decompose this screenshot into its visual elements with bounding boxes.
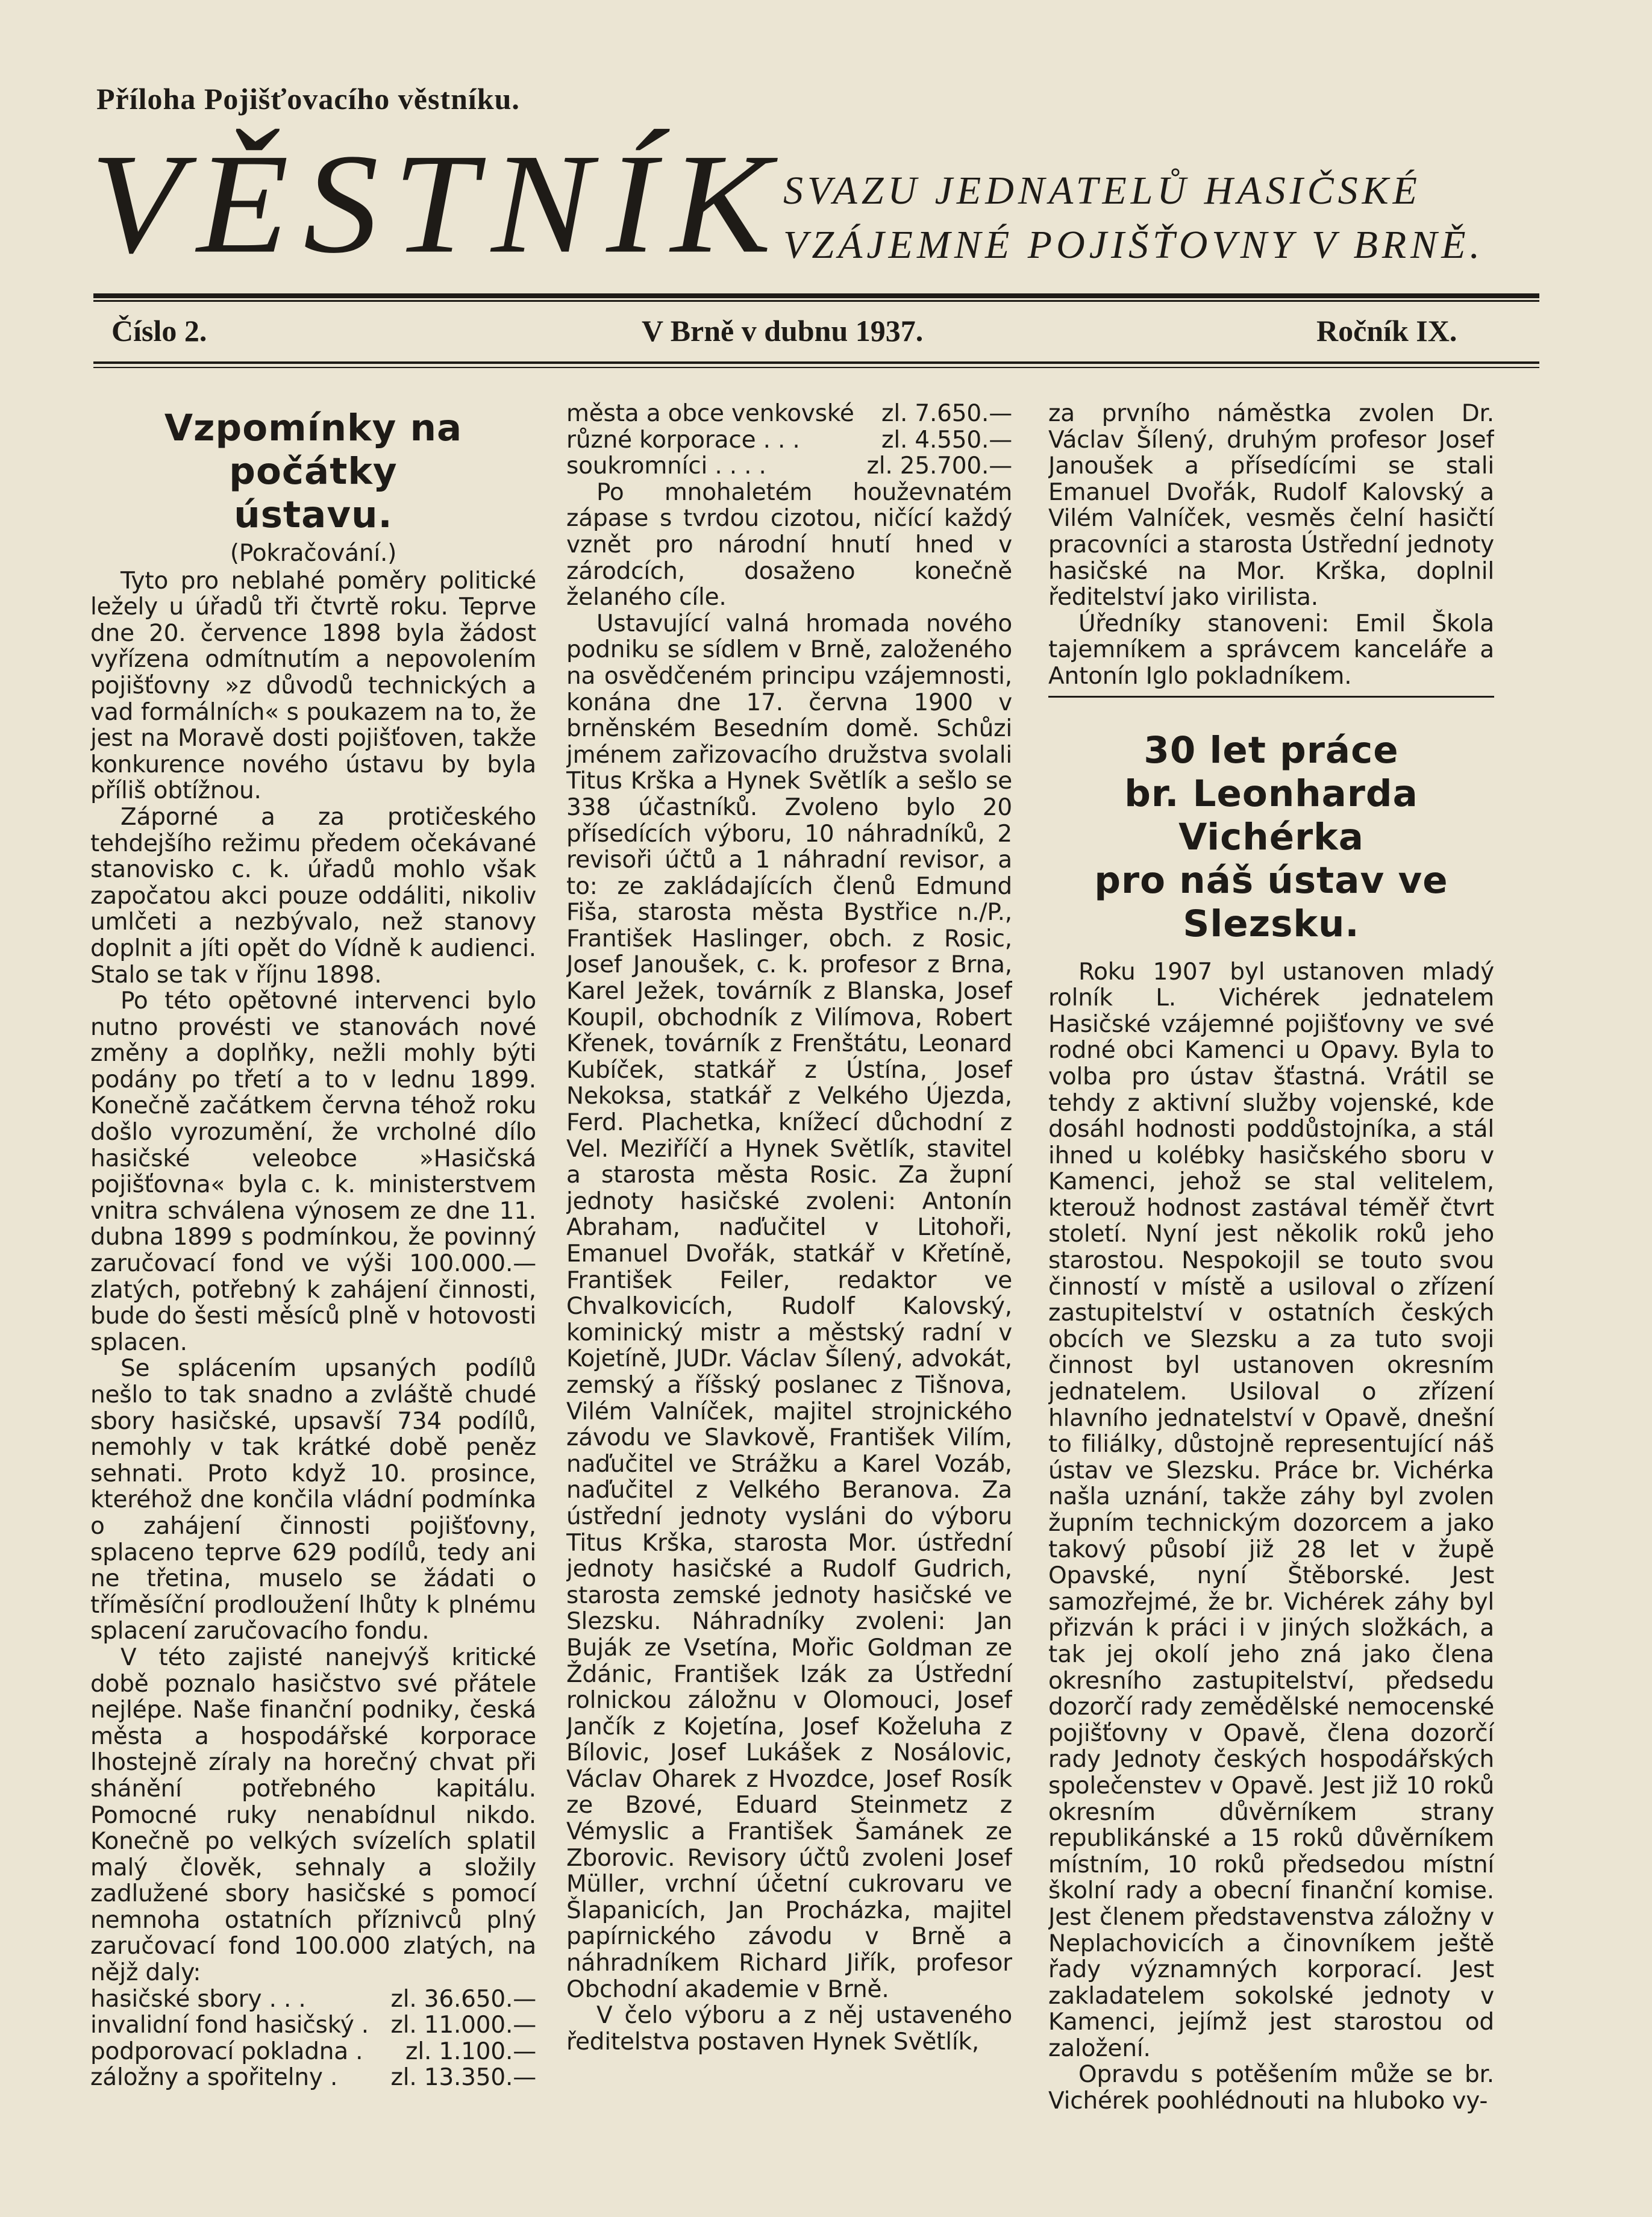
volume: Ročník IX. — [1316, 314, 1457, 348]
bottom-rule-thin — [93, 367, 1539, 368]
article2-paragraph: Roku 1907 byl ustanoven mladý rolník L. Vichérek jednatelem Hasičské vzájemné pojišťovny ve své rodné obci Kamenci u Opavy. Byla to volba pro ústav šťastná. Vrátil se tehdy z aktivní služby vojenské, kde dosáhl hodnosti poddůstojníka, a stál ihned u kolébky hasičského sboru v Kamenci, jehož se stal velitelem, kterouž hodnost zastával téměř čtvrt století. Nyní jest několik roků jeho starostou. Nespokojil se touto svou činností v místě a usiloval o zřízení zastupitelství v ostatních českých obcích ve Slezsku a za tuto svoji činnost byl ustanoven okresním jednatelem. Usiloval o zřízení hlavního jednatelství v Opavě, dnešní to filiálky, důstojně representující náš ústav ve Slezsku. Práce br. Vichérka našla uznání, takže záhy byl zvolen župním technickým dozorcem a jako takový působí již 28 let v župě Opavské, nyní Štěborské. Jest samozřejmé, že br. Vichérek záhy byl přizván k práci i v jiných složkách, a tak jej okolí jeho zná jako člena okresního zastupitelství, předsedu dozorčí rady zemědělské nemocenské pojišťovny v Opavě, člena dozorčí rady Jednoty českých hospodářských společenstev v Opavě. Jest již 10 roků okresním důvěrníkem strany republikánské a 15 roků důvěrníkem místním, 10 roků předsedou místní školní rady a obecní finanční komise. Jest členem představenstva záložny v Neplachovicích a činovníkem ještě řady významných korporací. Jest zakladatelem sokolské jednoty v Kamenci, jejímž jest starostou od založení. — [1048, 958, 1494, 2062]
supplement-note: Příloha Pojišťovacího věstníku. — [96, 82, 520, 116]
continued-note: (Pokračování.) — [230, 540, 397, 567]
fund-label: záložny a spořitelny . — [90, 2064, 338, 2092]
article-separator — [1048, 696, 1494, 698]
article2-title-line1: 30 let práce — [1144, 728, 1399, 772]
top-rule-thin — [93, 300, 1539, 302]
subtitle-line-1: SVAZU JEDNATELŮ HASIČSKÉ — [783, 169, 1421, 213]
fund-amount: zl. 4.550.— — [881, 426, 1012, 454]
column-1 — [90, 401, 536, 2196]
fund-row — [566, 401, 1012, 427]
article2-title-line3: pro náš ústav ve — [1094, 858, 1448, 902]
fund-row — [566, 427, 1012, 454]
masthead-title: VĚSTNÍK — [90, 124, 786, 283]
fund-amount: zl. 7.650.— — [881, 401, 1012, 427]
article2-title — [1048, 729, 1494, 946]
fund-row — [90, 2012, 536, 2039]
article1-paragraph: za prvního náměstka zvolen Dr. Václav Šílený, druhým profesor Josef Janoušek a přísedícími se stali Emanuel Dvořák, Rudolf Kalovský a Vilém Valníček, vesměs čelní hasičtí pracovníci a starosta Ústřední jednoty hasičské na Mor. Krška, doplnil ředitelství jako virilista. — [1048, 401, 1494, 611]
article2-title-line2: br. Leonharda Vichérka — [1124, 772, 1418, 858]
fund-label: soukromníci . . . . — [566, 452, 766, 480]
article1-paragraph: Po této opětovné intervenci bylo nutno provésti ve stanovách nové změny a doplňky, nežli mohly býti podány po třetí a to v lednu 1899. Konečně začátkem června téhož roku došlo vyrozumění, že vrcholné dílo hasičské veleobce »Hasičská pojišťovna« byla c. k. ministerstvem vnitra schválena výnosem ze dne 11. dubna 1899 s podmínkou, že povinný zaručovací fond ve výši 100.000.— zlatých, potřebný k zahájení činnosti, bude do šesti měsíců plně v hotovosti splacen. — [90, 987, 536, 1356]
masthead-subtitle — [783, 164, 1506, 272]
fund-row — [90, 1986, 536, 2013]
bottom-rule-thick — [93, 361, 1539, 364]
fund-amount: zl. 11.000.— — [390, 2012, 536, 2039]
fund-label: invalidní fond hasičský . — [90, 2012, 369, 2039]
fund-label: různé korporace . . . — [566, 426, 800, 454]
fund-row — [566, 453, 1012, 480]
article1-title-line2: ústavu. — [234, 493, 393, 536]
top-rule-thick — [93, 293, 1539, 298]
article1-paragraph: Záporné a za protičeského tehdejšího režimu předem očekávané stanovisko c. k. úřadů mohlo však započatou akci pouze oddáliti, nikoliv umlčeti a nezbývalo, než stanovy doplnit a jíti opět do Vídně k audienci. Stalo se tak v říjnu 1898. — [90, 803, 536, 989]
place-date: V Brně v dubnu 1937. — [642, 314, 924, 348]
fund-row — [90, 2065, 536, 2091]
fund-label: hasičské sbory . . . — [90, 1985, 306, 2013]
funds-table-col2 — [566, 401, 1012, 480]
article1-paragraph: Se splácením upsaných podílů nešlo to tak snadno a zvláště chudé sbory hasičské, upsavší 734 podílů, nemohly v tak krátké době peněz sehnati. Proto když 10. prosince, kteréhož dne končila vládní podmínka o zahájení činnosti pojišťovny, splaceno teprve 629 podílů, tedy ani ne třetina, muselo se žádati o tříměsíční prodloužení lhůty k plnému splacení zaručovacího fondu. — [90, 1355, 536, 1645]
article1-paragraph: Ustavující valná hromada nového podniku se sídlem v Brně, založeného na osvědčeném principu vzájemnosti, konána dne 17. června 1900 v brněnském Besedním domě. Schůzi jménem zařizovacího družstva svolali Titus Krška a Hynek Světlík a sešlo se 338 účastníků. Zvoleno bylo 20 přísedících výboru, 10 náhradníků, 2 revisoři účtů a 1 náhradní revisor, a to: ze zakládajících členů Edmund Fiša, starosta města Bystřice n./P., František Haslinger, obch. z Rosic, Josef Janoušek, c. k. profesor z Brna, Karel Ježek, továrník z Blanska, Josef Koupil, obchodník z Vilímova, Robert Křenek, továrník z Frenštátu, Leonard Kubíček, statkář z Ústína, Josef Nekoksa, statkář z Velkého Újezda, Ferd. Plachetka, knížecí důchodní z Vel. Meziříčí a Hynek Světlík, stavitel a starosta města Rosic. Za župní jednoty hasičské zvoleni: Antonín Abraham, naďučitel v Litohoři, Emanuel Dvořák, statkář v Křetíně, František Feiler, redaktor ve Chvalkovicích, Rudolf Kalovský, kominický mistr a městský radní v Kojetíně, JUDr. Václav Šílený, advokát, zemský a říšský poslanec z Tišnova, Vilém Valníček, majitel strojnického závodu ve Slavkově, František Vilím, naďučitel ve Strážku a Karel Vozáb, naďučitel z Velkého Beranova. Za ústřední jednoty vysláni do výboru Titus Krška, starosta Mor. ústřední jednoty hasičské a Rudolf Gudrich, starosta zemské jednoty hasičské ve Slezsku. Náhradníky zvoleni: Jan Buják ze Vsetína, Mořic Goldman ze Ždánic, František Izák za Ústřední rolnickou záložnu v Olomouci, Josef Jančík z Kojetína, Josef Koželuha z Bílovic, Josef Lukášek z Nosálovic, Václav Oharek z Hvozdce, Josef Rosík ze Bzové, Eduard Steinmetz z Vémyslic a František Šamánek ze Zborovic. Revisory účtů zvoleni Josef Müller, vrchní účetní cukrovaru ve Šlapanicích, Jan Procházka, majitel papírnického závodu v Brně a náhradníkem Richard Jiřík, profesor Obchodní akademie v Brně. — [566, 610, 1012, 2003]
fund-row — [90, 2039, 536, 2065]
article1-paragraph: V čelo výboru a z něj ustaveného ředitelstva postaven Hynek Světlík, — [566, 2002, 1012, 2056]
fund-amount: zl. 36.650.— — [390, 1985, 536, 2013]
fund-amount: zl. 1.100.— — [405, 2037, 536, 2065]
article1-title — [90, 407, 536, 537]
subtitle-line-2: VZÁJEMNÉ POJIŠŤOVNY V BRNĚ. — [783, 223, 1485, 267]
column-3 — [1048, 401, 1494, 2196]
article1-paragraph: Po mnohaletém houževnatém zápase s tvrdou cizotou, ničící každý vznět pro národní hnutí hned v zárodcích, dosaženo konečně želaného cíle. — [566, 478, 1012, 611]
issue-number: Číslo 2. — [111, 314, 207, 348]
column-2 — [566, 401, 1012, 2196]
article1-paragraph: Tyto pro neblahé poměry politické ležely u úřadů tři čtvrtě roku. Teprve dne 20. července 1898 byla žádost vyřízena odmítnutím a nepovolením pojišťovny »z důvodů technických a vad formálních« s poukazem na to, že jest na Moravě dosti pojišťoven, takže konkurence nového ústavu by byla příliš obtížnou. — [90, 567, 536, 805]
article1-paragraph: Úředníky stanoveni: Emil Škola tajemníkem a správcem kanceláře a Antonín Iglo pokladníkem. — [1048, 610, 1494, 690]
article2-title-line4: Slezsku. — [1183, 902, 1360, 945]
fund-amount: zl. 25.700.— — [866, 452, 1012, 480]
article2-paragraph: Opravdu s potěšením může se br. Vichérek poohlédnouti na hluboko vy- — [1048, 2061, 1494, 2115]
article1-title-line1: Vzpomínky na počátky — [164, 407, 463, 493]
funds-table-col1 — [90, 1986, 536, 2091]
article1-paragraph: V této zajisté nanejvýš kritické době poznalo hasičstvo své přátele nejlépe. Naše finanční podniky, česká města a hospodářské korporace lhostejně zíraly na horečný chvat při shánění potřebného kapitálu. Pomocné ruky nenabídnul nikdo. Konečně po velkých svízelích splatil malý člověk, sehnaly a složily zadlužené sbory hasičské s pomocí nemnoha ostatních příznivců plný zaručovací fond 100.000 zlatých, na nějž daly: — [90, 1643, 536, 1987]
fund-label: města a obce venkovské — [566, 401, 854, 427]
fund-label: podporovací pokladna . — [90, 2037, 363, 2065]
fund-amount: zl. 13.350.— — [390, 2064, 536, 2092]
